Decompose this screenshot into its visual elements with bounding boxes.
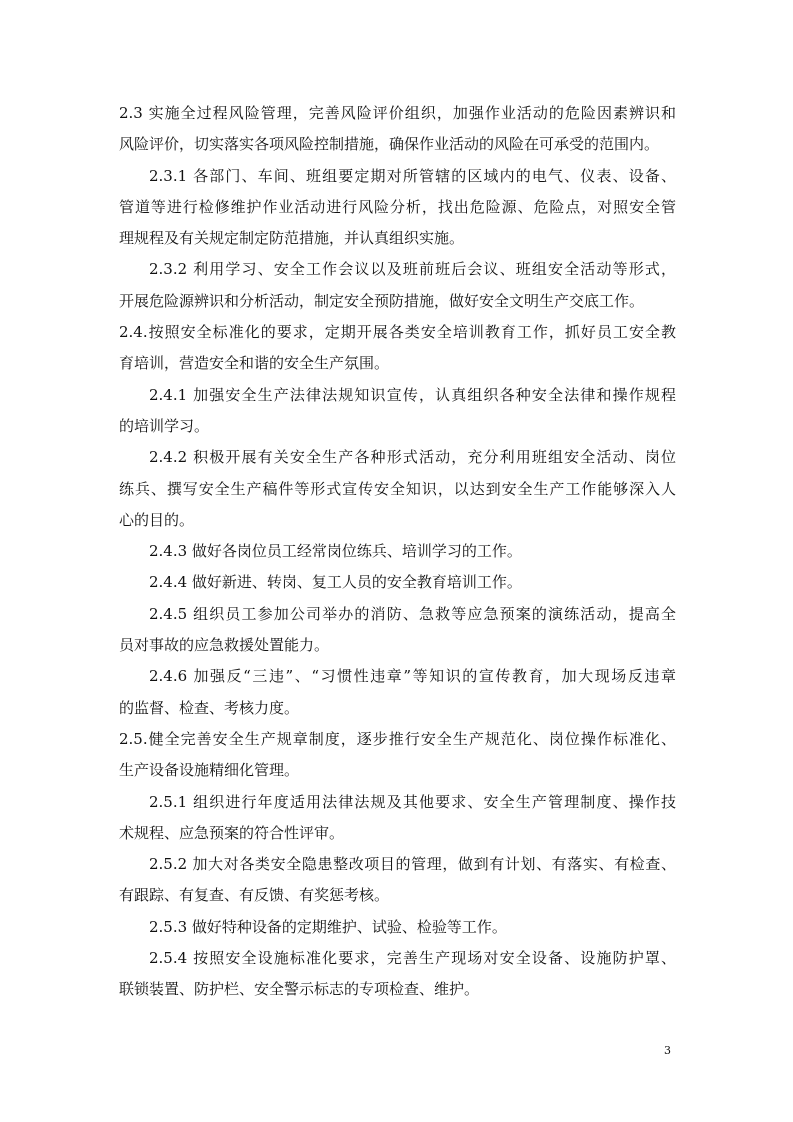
page-number: 3 bbox=[664, 1044, 671, 1057]
text-line: 2.5.3 做好特种设备的定期维护、试验、检验等工作。 bbox=[149, 917, 507, 936]
text-line: 2.4.2 积极开展有关安全生产各种形式活动，充分利用班组安全活动、岗位 bbox=[149, 448, 676, 467]
paragraph bbox=[119, 603, 676, 666]
text-line: 2.4.4 做好新进、转岗、复工人员的安全教育培训工作。 bbox=[149, 573, 522, 592]
text-line: 2.3.2 利用学习、安全工作会议以及班前班后会议、班组安全活动等形式， bbox=[149, 260, 676, 279]
text-line: 有跟踪、有复查、有反馈、有奖惩考核。 bbox=[119, 886, 390, 905]
paragraph bbox=[119, 728, 676, 791]
paragraph bbox=[119, 102, 676, 165]
text-line: 2.5.4 按照安全设施标准化要求，完善生产现场对安全设备、设施防护罩、 bbox=[149, 949, 676, 968]
paragraph bbox=[119, 384, 676, 447]
text-line: 育培训，营造安全和谐的安全生产氛围。 bbox=[119, 354, 390, 373]
text-line: 2.4.5 组织员工参加公司举办的消防、急救等应急预案的演练活动，提高全 bbox=[149, 604, 676, 623]
paragraph bbox=[119, 665, 676, 728]
text-line: 理规程及有关规定制定防范措施，并认真组织实施。 bbox=[119, 229, 465, 248]
paragraph bbox=[119, 540, 676, 571]
paragraph bbox=[119, 165, 676, 259]
text-line: 风险评价，切实落实各项风险控制措施，确保作业活动的风险在可承受的范围内。 bbox=[119, 135, 660, 154]
paragraph bbox=[119, 791, 676, 854]
paragraph bbox=[119, 446, 676, 540]
text-line: 2.5.2 加大对各类安全隐患整改项目的管理，做到有计划、有落实、有检查、 bbox=[149, 855, 676, 874]
text-line: 的监督、检查、考核力度。 bbox=[119, 698, 300, 717]
paragraph bbox=[119, 853, 676, 916]
text-line: 2.3 实施全过程风险管理，完善风险评价组织，加强作业活动的危险因素辨识和 bbox=[119, 104, 676, 122]
text-line: 员对事故的应急救援处置能力。 bbox=[119, 636, 330, 655]
paragraph bbox=[119, 321, 676, 384]
text-line: 管道等进行检修维护作业活动进行风险分析，找出危险源、危险点，对照安全管 bbox=[119, 197, 676, 216]
paragraph bbox=[119, 947, 676, 1010]
text-line: 2.4.6 加强反“三违”、“习惯性违章”等知识的宣传教育，加大现场反违章 bbox=[149, 667, 676, 686]
document-body bbox=[119, 102, 676, 1010]
text-line: 2.5.健全完善安全生产规章制度，逐步推行安全生产规范化、岗位操作标准化、 bbox=[119, 729, 676, 748]
text-line: 2.4.按照安全标准化的要求，定期开展各类安全培训教育工作，抓好员工安全教 bbox=[119, 323, 676, 342]
text-line: 练兵、撰写安全生产稿件等形式宣传安全知识，以达到安全生产工作能够深入人 bbox=[119, 479, 676, 498]
text-line: 2.5.1 组织进行年度适用法律法规及其他要求、安全生产管理制度、操作技 bbox=[149, 792, 676, 811]
text-line: 2.4.1 加强安全生产法律法规知识宣传，认真组织各种安全法律和操作规程 bbox=[149, 385, 676, 404]
text-line: 的培训学习。 bbox=[119, 416, 210, 435]
text-line: 生产设备设施精细化管理。 bbox=[119, 761, 300, 780]
text-line: 2.3.1 各部门、车间、班组要定期对所管辖的区域内的电气、仪表、设备、 bbox=[149, 166, 676, 185]
text-line: 心的目的。 bbox=[119, 510, 195, 529]
text-line: 2.4.3 做好各岗位员工经常岗位练兵、培训学习的工作。 bbox=[149, 542, 522, 561]
text-line: 开展危险源辨识和分析活动，制定安全预防措施，做好安全文明生产交底工作。 bbox=[119, 291, 645, 310]
text-line: 联锁装置、防护栏、安全警示标志的专项检查、维护。 bbox=[119, 980, 480, 999]
paragraph bbox=[119, 916, 676, 947]
text-line: 术规程、应急预案的符合性评审。 bbox=[119, 823, 345, 842]
paragraph bbox=[119, 258, 676, 321]
paragraph bbox=[119, 571, 676, 602]
